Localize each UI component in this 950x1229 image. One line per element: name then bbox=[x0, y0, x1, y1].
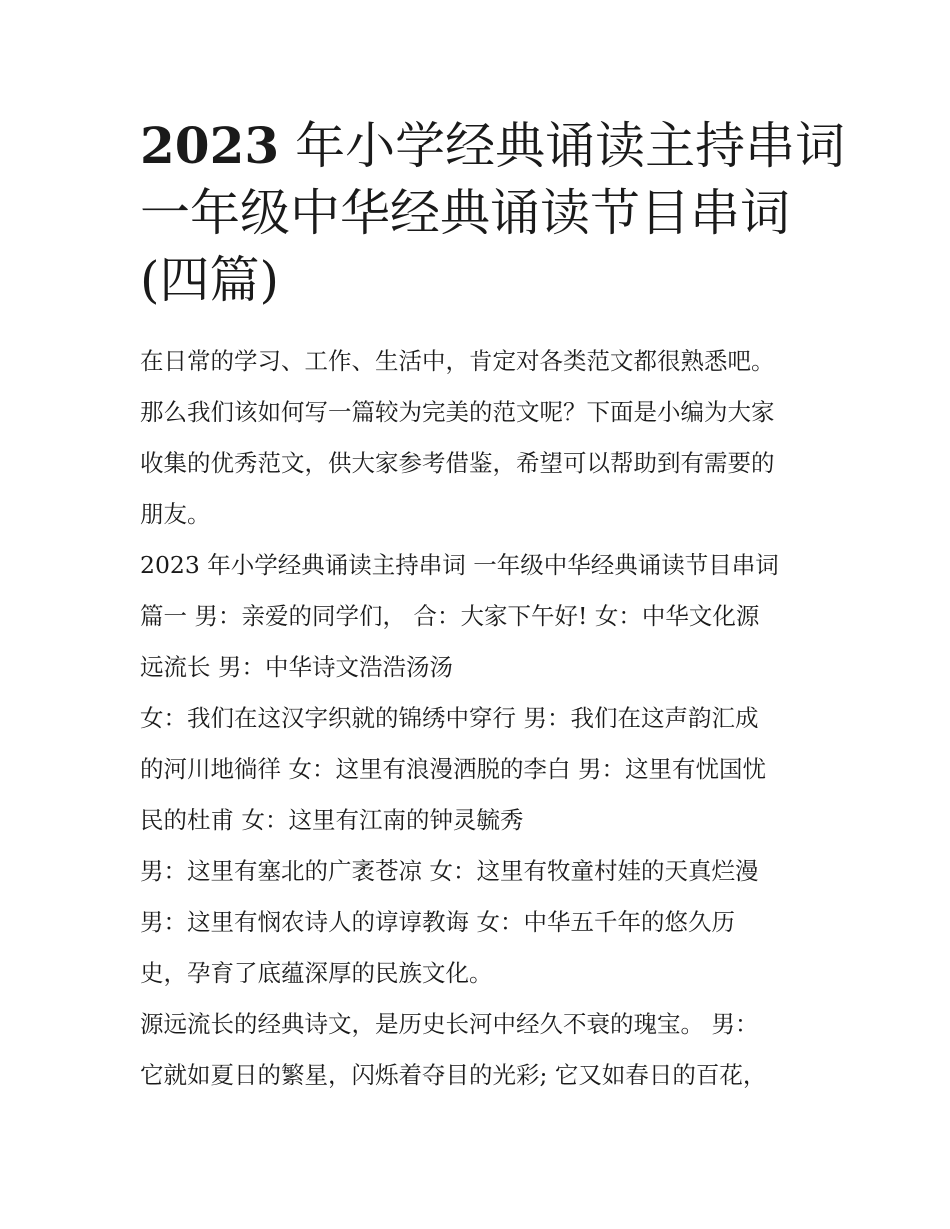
body-line: 那么我们该如何写一篇较为完美的范文呢？下面是小编为大家 bbox=[140, 398, 775, 426]
title-year: 2023 bbox=[140, 116, 280, 175]
body-line: 男：这里有塞北的广袤苍凉 女：这里有牧童村娃的天真烂漫 bbox=[140, 857, 759, 885]
document-page bbox=[140, 112, 846, 1101]
body-line: 收集的优秀范文，供大家参考借鉴，希望可以帮助到有需要的 bbox=[140, 449, 775, 477]
body-line: 的河川地徜徉 女：这里有浪漫洒脱的李白 男：这里有忧国忧 bbox=[140, 755, 766, 783]
body-line: 史，孕育了底蕴深厚的民族文化。 bbox=[140, 959, 493, 987]
body-line: 2023 年小学经典诵读主持串词 一年级中华经典诵读节目串词 bbox=[140, 551, 779, 579]
body-line: 朋友。 bbox=[140, 500, 211, 528]
body-line: 篇一 男：亲爱的同学们， 合：大家下午好! 女：中华文化源 bbox=[140, 602, 760, 630]
title-line-3: (四篇) bbox=[140, 251, 280, 309]
document-title bbox=[140, 112, 846, 314]
title-line-1-text: 年小学经典诵读主持串词 bbox=[279, 117, 846, 175]
title-line-1 bbox=[140, 112, 846, 180]
document-body bbox=[140, 336, 820, 1101]
body-line: 民的杜甫 女：这里有江南的钟灵毓秀 bbox=[140, 806, 524, 834]
body-line: 在日常的学习、工作、生活中，肯定对各类范文都很熟悉吧。 bbox=[140, 347, 775, 375]
body-line: 源远流长的经典诗文，是历史长河中经久不衰的瑰宝。 男： bbox=[140, 1010, 759, 1038]
body-line: 男：这里有悯农诗人的谆谆教诲 女：中华五千年的悠久历 bbox=[140, 908, 735, 936]
body-line: 远流长 男：中华诗文浩浩汤汤 bbox=[140, 653, 453, 681]
title-line-2: 一年级中华经典诵读节目串词 bbox=[140, 184, 790, 242]
body-line: 它就如夏日的繁星，闪烁着夺目的光彩; 它又如春日的百花， bbox=[140, 1061, 767, 1089]
body-line: 女：我们在这汉字织就的锦绣中穿行 男：我们在这声韵汇成 bbox=[140, 704, 759, 732]
